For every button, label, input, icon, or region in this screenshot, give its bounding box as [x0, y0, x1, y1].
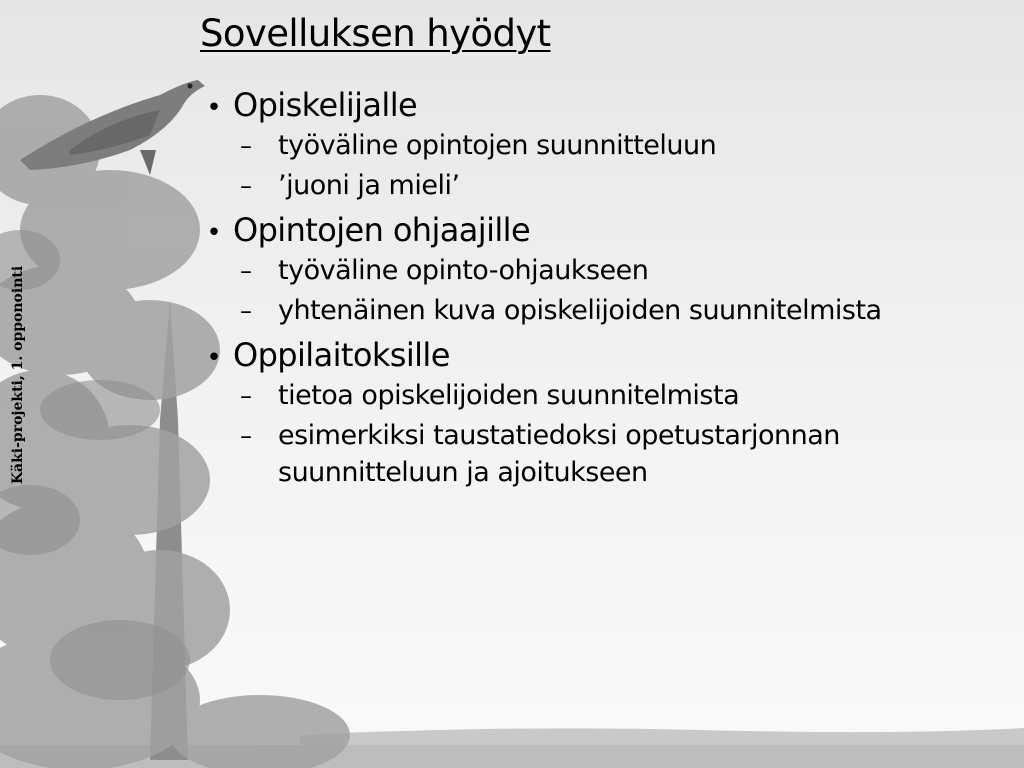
bullet-item: [195, 336, 995, 374]
sub-bullet-item: [240, 293, 995, 329]
bullet-list: [195, 80, 995, 491]
bullet-marker: •: [206, 93, 222, 123]
dash-marker: –: [240, 256, 252, 285]
sub-bullet-item: [240, 168, 995, 204]
dash-marker: –: [240, 132, 252, 160]
bullet-item: [195, 86, 995, 124]
bullet-marker: •: [206, 342, 222, 373]
slide-title: Sovelluksen hyödyt: [200, 12, 551, 55]
sub-bullet-item: [240, 418, 995, 491]
sub-bullet-label: tietoa opiskelijoiden suunnitelmista: [278, 379, 740, 411]
dash-marker: –: [240, 381, 252, 410]
dash-marker: –: [240, 172, 252, 201]
bullet-label: Opiskelijalle: [233, 86, 418, 124]
side-caption: Käki-projekti, 1. opponointi: [10, 265, 27, 485]
sub-bullet-item: [240, 128, 995, 164]
dash-marker: –: [240, 422, 252, 451]
sub-bullet-label: esimerkiksi taustatiedoksi opetustarjonnan suunnitteluun ja ajoitukseen: [278, 420, 840, 488]
sub-bullet-item: [240, 253, 995, 289]
sub-bullet-label: yhtenäinen kuva opiskelijoiden suunnitelmista: [278, 295, 882, 327]
sub-bullet-label: työväline opinto-ohjaukseen: [278, 254, 649, 286]
bullet-marker: •: [206, 217, 222, 248]
sub-bullet-label: ’juoni ja mieli’: [278, 170, 460, 202]
sub-bullet-item: [240, 378, 995, 414]
bullet-label: Opintojen ohjaajille: [233, 210, 531, 249]
bullet-label: Oppilaitoksille: [233, 335, 450, 374]
dash-marker: –: [240, 297, 252, 326]
bullet-item: [195, 211, 995, 249]
sub-bullet-label: työväline opintojen suunnitteluun: [278, 130, 717, 161]
